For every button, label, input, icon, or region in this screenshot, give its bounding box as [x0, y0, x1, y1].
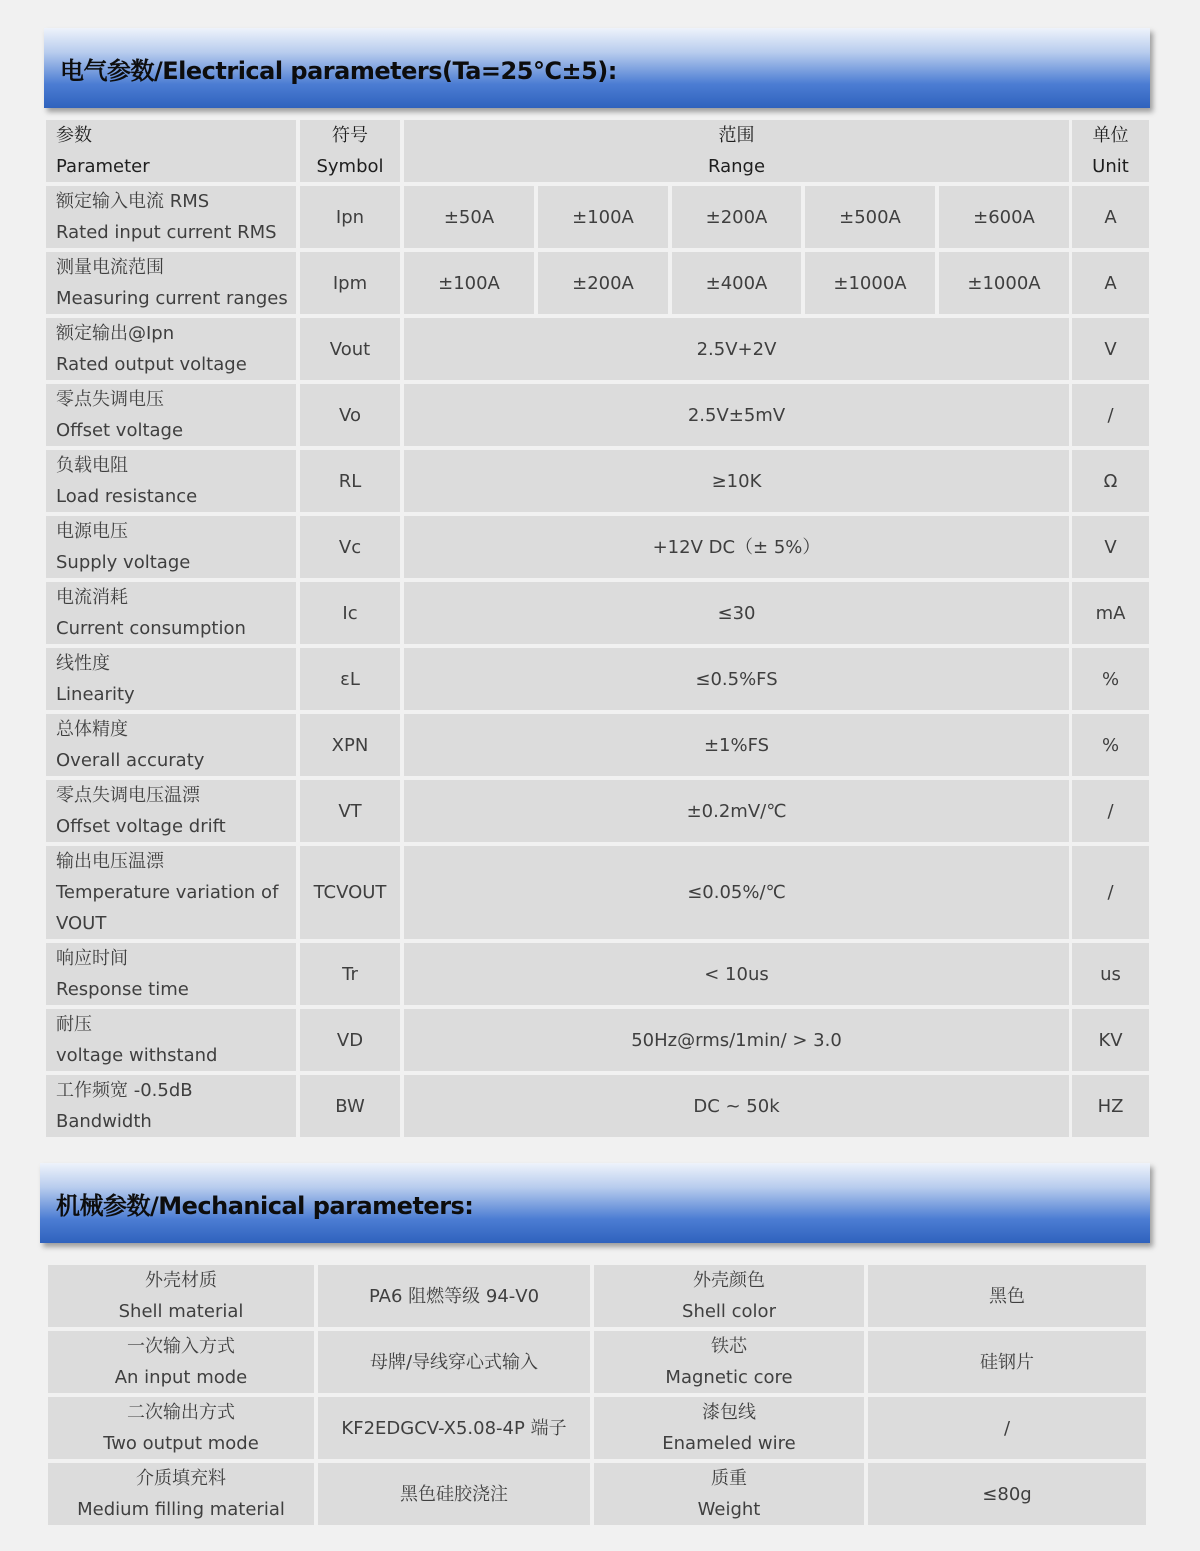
mech-key2-row-4 [594, 1463, 864, 1525]
unit-row-3-text-1: V [1104, 338, 1117, 360]
range-row-14-text-1: DC ~ 50k [693, 1095, 780, 1117]
unit-row-9-text-1: % [1101, 734, 1120, 756]
unit-row-1-text-1: A [1104, 206, 1117, 228]
unit-row-8 [1072, 648, 1149, 710]
range-row-4-text-1: 2.5V±5mV [687, 404, 786, 426]
mech-key2-row-3-text-2: Enameled wire [662, 1433, 796, 1454]
symbol-row-14 [300, 1075, 400, 1137]
header-symbol-text-1: 符号 [332, 125, 368, 146]
range-row-13 [404, 1009, 1069, 1071]
header-unit-text-1: 单位 [1092, 125, 1129, 146]
param-row-7 [46, 582, 296, 644]
range-row-2-col-3-text-1: ±400A [705, 272, 768, 294]
mech-key1-row-4 [48, 1463, 314, 1525]
range-row-11-text-1: ≤0.05%/℃ [687, 882, 786, 903]
param-row-10-text-2: Offset voltage drift [56, 816, 226, 837]
param-row-11 [46, 846, 296, 939]
range-row-5 [404, 450, 1069, 512]
symbol-row-8-text-1: εL [340, 668, 360, 690]
mech-key1-row-1-text-1: 外壳材质 [144, 1270, 217, 1291]
symbol-row-4 [300, 384, 400, 446]
mech-value2-row-3-text-1: / [1003, 1417, 1011, 1439]
symbol-row-10-text-1: VT [338, 800, 362, 822]
unit-row-1 [1072, 186, 1149, 248]
unit-row-2-text-1: A [1104, 272, 1117, 294]
param-row-3-text-2: Rated output voltage [56, 354, 247, 375]
param-row-9 [46, 714, 296, 776]
range-row-1-col-1-text-1: ±50A [443, 206, 495, 228]
param-row-6 [46, 516, 296, 578]
header-symbol [300, 120, 400, 182]
mech-key2-row-4-text-2: Weight [697, 1499, 761, 1520]
symbol-row-1-text-1: Ipn [335, 206, 365, 228]
header-unit [1072, 120, 1149, 182]
param-row-9-text-2: Overall accuraty [56, 750, 205, 771]
param-row-6-text-2: Supply voltage [56, 552, 191, 573]
range-row-1-col-4 [805, 186, 935, 248]
param-row-5-text-1: 负载电阻 [56, 455, 128, 476]
mech-key1-row-3-text-2: Two output mode [103, 1433, 259, 1454]
param-row-8 [46, 648, 296, 710]
unit-row-7 [1072, 582, 1149, 644]
param-row-13-text-2: voltage withstand [56, 1045, 218, 1066]
electrical-section-title: 电气参数/Electrical parameters(Ta=25℃±5): [60, 56, 617, 85]
param-row-5-text-2: Load resistance [56, 486, 198, 507]
symbol-row-11 [300, 846, 400, 939]
param-row-12-text-1: 响应时间 [56, 948, 128, 969]
symbol-row-11-text-1: TCVOUT [313, 882, 387, 903]
param-row-11-text-2: Temperature variation of [56, 882, 279, 903]
mech-key2-row-1 [594, 1265, 864, 1327]
param-row-4-text-1: 零点失调电压 [56, 389, 164, 410]
header-parameter [46, 120, 296, 182]
unit-row-6 [1072, 516, 1149, 578]
param-row-8-text-1: 线性度 [56, 653, 110, 674]
unit-row-6-text-1: V [1104, 536, 1117, 558]
mech-value2-row-1 [868, 1265, 1146, 1327]
mech-key2-row-1-text-2: Shell color [682, 1301, 776, 1322]
param-row-3 [46, 318, 296, 380]
header-range-text-2: Range [707, 156, 766, 177]
param-row-14-text-2: Bandwidth [56, 1111, 152, 1132]
unit-row-4 [1072, 384, 1149, 446]
range-row-6 [404, 516, 1069, 578]
param-row-2-text-1: 测量电流范围 [56, 257, 164, 278]
param-row-1-text-2: Rated input current RMS [56, 222, 277, 243]
unit-row-13 [1072, 1009, 1149, 1071]
param-row-7-text-2: Current consumption [56, 618, 246, 639]
unit-row-4-text-1: / [1107, 404, 1114, 426]
range-row-2-col-2 [538, 252, 668, 314]
mech-value1-row-1-text-1: PA6 阻燃等级 94-V0 [368, 1285, 540, 1307]
symbol-row-5 [300, 450, 400, 512]
mechanical-section-title: 机械参数/Mechanical parameters: [56, 1191, 474, 1220]
unit-row-5-text-1: Ω [1103, 470, 1118, 492]
symbol-row-13 [300, 1009, 400, 1071]
param-row-11-text-1: 输出电压温漂 [56, 851, 164, 872]
symbol-row-9-text-1: XPN [331, 734, 369, 756]
param-row-5 [46, 450, 296, 512]
unit-row-13-text-1: KV [1098, 1029, 1123, 1051]
range-row-12 [404, 943, 1069, 1005]
param-row-12 [46, 943, 296, 1005]
header-parameter-text-2: Parameter [56, 156, 150, 177]
range-row-12-text-1: < 10us [704, 963, 769, 985]
range-row-9-text-1: ±1%FS [703, 734, 770, 756]
param-row-14-text-1: 工作频宽 -0.5dB [56, 1080, 193, 1101]
range-row-4 [404, 384, 1069, 446]
range-row-1-col-3 [672, 186, 801, 248]
mech-key1-row-1-text-2: Shell material [118, 1301, 244, 1322]
symbol-row-7-text-1: Ic [342, 602, 358, 624]
range-row-2-col-5-text-1: ±1000A [967, 272, 1041, 294]
param-row-10-text-1: 零点失调电压温漂 [56, 785, 200, 806]
symbol-row-6-text-1: Vc [338, 536, 362, 558]
header-parameter-text-1: 参数 [56, 125, 92, 146]
range-row-8 [404, 648, 1069, 710]
param-row-9-text-1: 总体精度 [56, 719, 128, 740]
range-row-8-text-1: ≤0.5%FS [695, 668, 778, 690]
param-row-2-text-2: Measuring current ranges [56, 288, 288, 309]
symbol-row-8 [300, 648, 400, 710]
symbol-row-3-text-1: Vout [329, 338, 371, 360]
mech-key2-row-3-text-1: 漆包线 [701, 1402, 756, 1423]
mech-key2-row-4-text-1: 质重 [711, 1468, 747, 1489]
unit-row-2 [1072, 252, 1149, 314]
range-row-1-col-5 [939, 186, 1069, 248]
range-row-1-col-3-text-1: ±200A [705, 206, 768, 228]
range-row-7-text-1: ≤30 [717, 602, 756, 624]
mech-value1-row-3 [318, 1397, 590, 1459]
range-row-7 [404, 582, 1069, 644]
symbol-row-12 [300, 943, 400, 1005]
range-row-10 [404, 780, 1069, 842]
range-row-10-text-1: ±0.2mV/℃ [686, 800, 787, 822]
mechanical-section-banner [40, 1163, 1150, 1243]
mech-key2-row-1-text-1: 外壳颜色 [693, 1270, 765, 1291]
param-row-12-text-2: Response time [56, 979, 189, 1000]
param-row-11-text-3: VOUT [56, 913, 107, 934]
range-row-1-col-2 [538, 186, 668, 248]
mech-value1-row-2-text-1: 母牌/导线穿心式输入 [369, 1351, 539, 1373]
symbol-row-5-text-1: RL [338, 470, 362, 492]
range-row-2-col-3 [672, 252, 801, 314]
header-unit-text-2: Unit [1092, 156, 1129, 177]
mech-value1-row-2 [318, 1331, 590, 1393]
unit-row-10 [1072, 780, 1149, 842]
unit-row-14-text-1: HZ [1097, 1095, 1124, 1117]
header-range-text-1: 范围 [718, 125, 755, 146]
range-row-11 [404, 846, 1069, 939]
symbol-row-13-text-1: VD [336, 1029, 364, 1051]
unit-row-5 [1072, 450, 1149, 512]
symbol-row-12-text-1: Tr [342, 963, 358, 985]
symbol-row-1 [300, 186, 400, 248]
range-row-3 [404, 318, 1069, 380]
range-row-2-col-4-text-1: ±1000A [833, 272, 907, 294]
param-row-13-text-1: 耐压 [56, 1014, 92, 1035]
unit-row-12-text-1: us [1100, 963, 1121, 985]
symbol-row-7 [300, 582, 400, 644]
range-row-5-text-1: ≥10K [711, 470, 762, 492]
unit-row-14 [1072, 1075, 1149, 1137]
mech-value2-row-1-text-1: 黑色 [989, 1285, 1025, 1307]
range-row-6-text-1: +12V DC（± 5%） [652, 536, 821, 558]
symbol-row-4-text-1: Vo [339, 404, 361, 426]
param-row-4-text-2: Offset voltage [56, 420, 184, 441]
range-row-1-col-4-text-1: ±500A [839, 206, 901, 228]
symbol-row-10 [300, 780, 400, 842]
mech-key2-row-2 [594, 1331, 864, 1393]
unit-row-3 [1072, 318, 1149, 380]
unit-row-11-text-1: / [1107, 882, 1114, 903]
range-row-14 [404, 1075, 1069, 1137]
mech-key1-row-2 [48, 1331, 314, 1393]
symbol-row-3 [300, 318, 400, 380]
unit-row-9 [1072, 714, 1149, 776]
mech-key1-row-2-text-1: 一次输入方式 [126, 1336, 235, 1357]
unit-row-7-text-1: mA [1095, 602, 1126, 624]
unit-row-11 [1072, 846, 1149, 939]
range-row-1-col-5-text-1: ±600A [973, 206, 1035, 228]
mech-key2-row-2-text-2: Magnetic core [665, 1367, 793, 1388]
param-row-8-text-2: Linearity [56, 684, 135, 705]
range-row-9 [404, 714, 1069, 776]
symbol-row-2-text-1: Ipm [332, 272, 368, 294]
electrical-section-banner [44, 28, 1150, 108]
symbol-row-14-text-1: BW [335, 1095, 365, 1117]
param-row-6-text-1: 电源电压 [56, 521, 128, 542]
param-row-7-text-1: 电流消耗 [56, 587, 128, 608]
mech-key2-row-3 [594, 1397, 864, 1459]
range-row-2-col-1 [404, 252, 534, 314]
header-range [404, 120, 1069, 182]
mech-key1-row-2-text-2: An input mode [114, 1367, 248, 1388]
param-row-2 [46, 252, 296, 314]
param-row-1-text-1: 额定输入电流 RMS [56, 191, 210, 212]
range-row-2-col-2-text-1: ±200A [572, 272, 634, 294]
mech-key1-row-3-text-1: 二次输出方式 [127, 1402, 235, 1423]
param-row-1 [46, 186, 296, 248]
mech-value2-row-4 [868, 1463, 1146, 1525]
param-row-10 [46, 780, 296, 842]
param-row-4 [46, 384, 296, 446]
mech-value1-row-4 [318, 1463, 590, 1525]
header-symbol-text-2: Symbol [316, 156, 384, 177]
mech-value2-row-3 [868, 1397, 1146, 1459]
param-row-13 [46, 1009, 296, 1071]
symbol-row-6 [300, 516, 400, 578]
range-row-2-col-4 [805, 252, 935, 314]
mech-key1-row-4-text-2: Medium filling material [77, 1499, 285, 1520]
mech-value1-row-3-text-1: KF2EDGCV-X5.08-4P 端子 [341, 1417, 567, 1439]
mech-key2-row-2-text-1: 铁芯 [710, 1336, 747, 1357]
mech-key1-row-3 [48, 1397, 314, 1459]
mech-value2-row-2 [868, 1331, 1146, 1393]
range-row-1-col-2-text-1: ±100A [572, 206, 634, 228]
symbol-row-2 [300, 252, 400, 314]
range-row-2-col-1-text-1: ±100A [438, 272, 500, 294]
param-row-3-text-1: 额定输出@Ipn [56, 323, 175, 344]
unit-row-12 [1072, 943, 1149, 1005]
mech-value2-row-4-text-1: ≤80g [982, 1483, 1032, 1505]
mech-value2-row-2-text-1: 硅钢片 [980, 1351, 1034, 1373]
param-row-14 [46, 1075, 296, 1137]
unit-row-10-text-1: / [1107, 800, 1114, 822]
mech-key1-row-4-text-1: 介质填充料 [135, 1468, 226, 1489]
range-row-3-text-1: 2.5V+2V [696, 338, 777, 360]
mech-value1-row-4-text-1: 黑色硅胶浇注 [400, 1483, 508, 1505]
range-row-2-col-5 [939, 252, 1069, 314]
range-row-13-text-1: 50Hz@rms/1min/ > 3.0 [631, 1029, 842, 1051]
unit-row-8-text-1: % [1101, 668, 1120, 690]
symbol-row-9 [300, 714, 400, 776]
range-row-1-col-1 [404, 186, 534, 248]
mech-key1-row-1 [48, 1265, 314, 1327]
mech-value1-row-1 [318, 1265, 590, 1327]
